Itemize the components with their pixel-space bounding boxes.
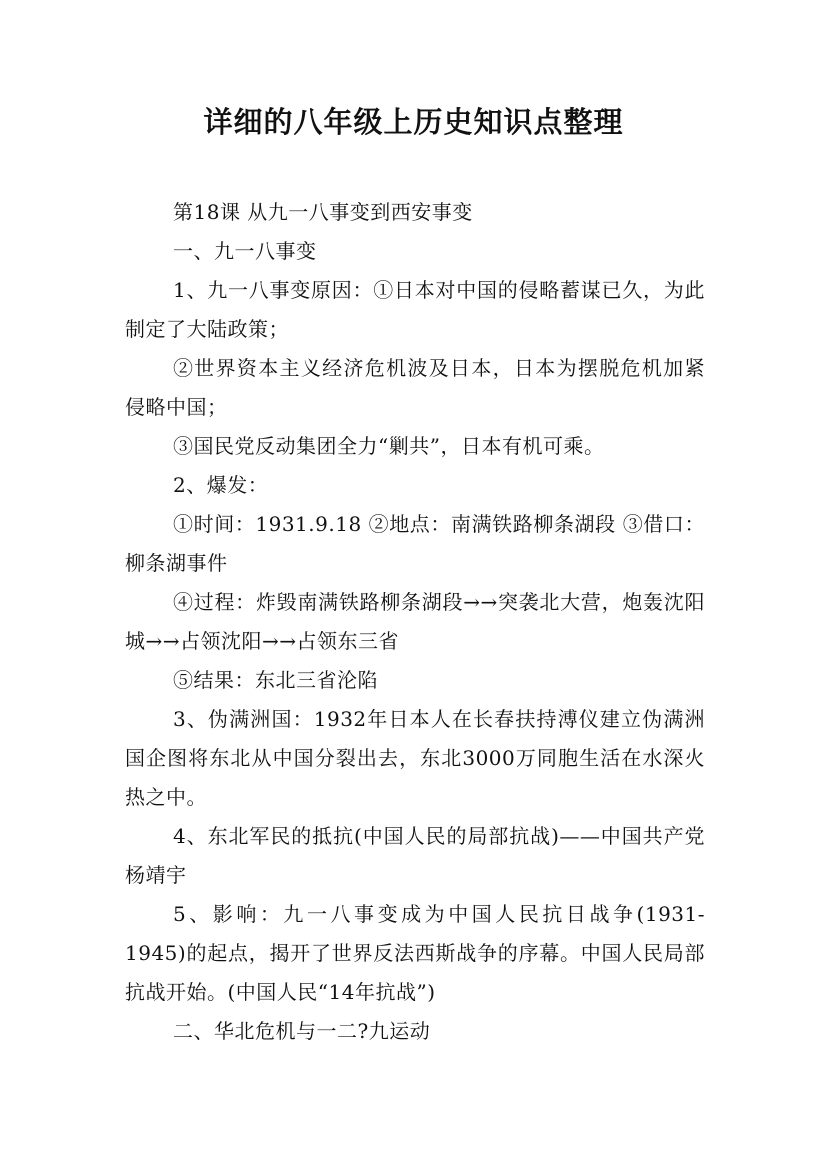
section-heading-1: 一、九一八事变 bbox=[173, 239, 317, 263]
section-heading-2: 二、华北危机与一二?九运动 bbox=[173, 1019, 431, 1043]
paragraph-result: ⑤结果：东北三省沦陷 bbox=[173, 668, 378, 692]
paragraph-cause-3: ③国民党反动集团全力“剿共”，日本有机可乘。 bbox=[173, 434, 605, 458]
lesson-heading: 第18课 从九一八事变到西安事变 bbox=[173, 200, 473, 224]
paragraph-impact: 5、影响：九一八事变成为中国人民抗日战争(1931-1945)的起点，揭开了世界反法西斯战争的序幕。中国人民局部抗战开始。(中国人民“14年抗战”) bbox=[125, 902, 705, 1004]
document-body bbox=[125, 193, 705, 1051]
paragraph-manchukuo: 3、伪满洲国：1932年日本人在长春扶持溥仪建立伪满洲国企图将东北从中国分裂出去，东北3000万同胞生活在水深火热之中。 bbox=[125, 707, 705, 809]
paragraph-outbreak: 2、爆发： bbox=[173, 473, 269, 497]
paragraph-cause-2: ②世界资本主义经济危机波及日本，日本为摆脱危机加紧侵略中国； bbox=[125, 356, 705, 419]
paragraph-time-place: ①时间：1931.9.18 ②地点：南满铁路柳条湖段 ③借口：柳条湖事件 bbox=[125, 512, 705, 575]
paragraph-resistance: 4、东北军民的抵抗(中国人民的局部抗战)——中国共产党杨靖宇 bbox=[125, 824, 705, 887]
paragraph-process: ④过程：炸毁南满铁路柳条湖段→→突袭北大营，炮轰沈阳城→→占领沈阳→→占领东三省 bbox=[125, 590, 705, 653]
document-title: 详细的八年级上历史知识点整理 bbox=[203, 105, 624, 139]
paragraph-causes: 1、九一八事变原因：①日本对中国的侵略蓄谋已久，为此制定了大陆政策； bbox=[125, 278, 705, 341]
